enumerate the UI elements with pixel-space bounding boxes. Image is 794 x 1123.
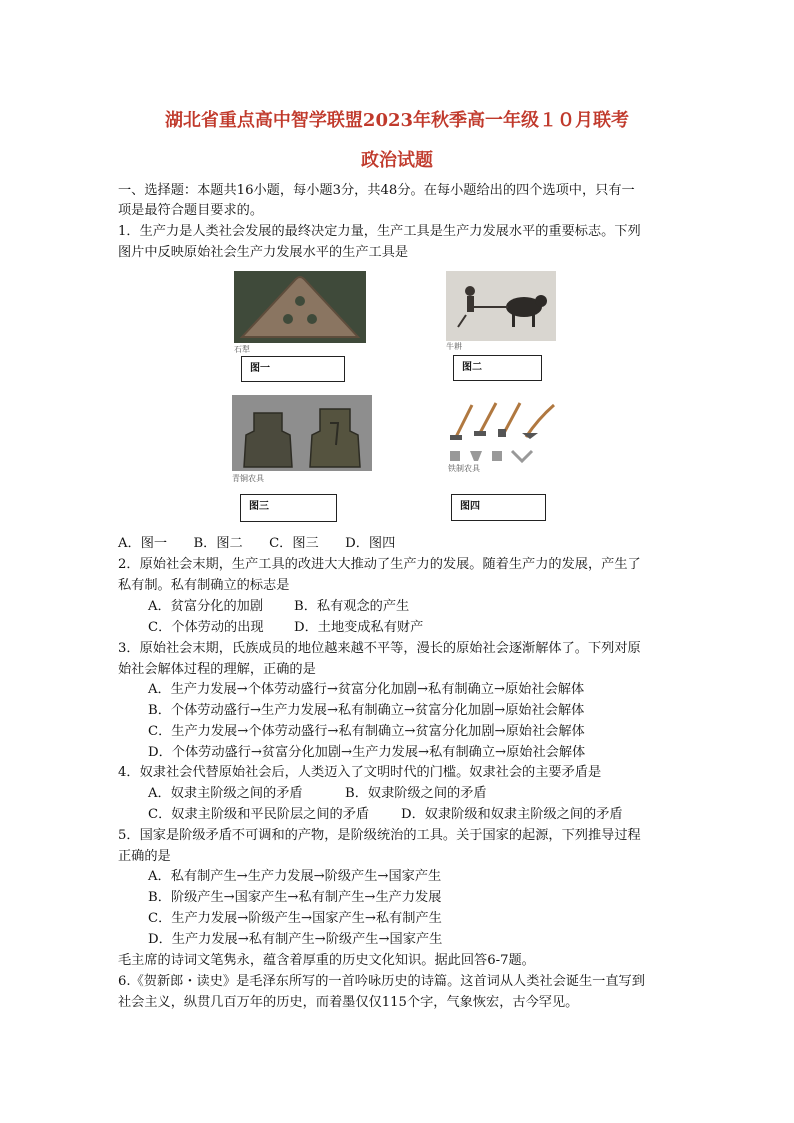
passage-intro: 毛主席的诗词文笔隽永，蕴含着厚重的历史文化知识。据此回答6-7题。 xyxy=(118,953,535,968)
q1-options: A．图一 B．图二 C．图三 D．图四 xyxy=(118,536,396,551)
q3-stem-cont: 始社会解体过程的理解，正确的是 xyxy=(118,662,316,677)
q1-stem-cont: 图片中反映原始社会生产力发展水平的生产工具是 xyxy=(118,245,409,260)
q2-stem: 2．原始社会末期，生产工具的改进大大推动了生产力的发展。随着生产力的发展，产生了 xyxy=(118,557,641,572)
q2-stem-cont: 私有制。私有制确立的标志是 xyxy=(118,578,290,593)
q5-option-d: D．生产力发展→私有制产生→阶级产生→国家产生 xyxy=(148,932,443,947)
q5-stem-cont: 正确的是 xyxy=(118,849,171,864)
q4-option-a: A．奴隶主阶级之间的矛盾 xyxy=(148,786,303,801)
iron-tools-image xyxy=(446,399,562,471)
bronze-tools-image xyxy=(232,395,372,471)
figure1-label: 图一 xyxy=(241,356,345,382)
q4-stem: 4．奴隶社会代替原始社会后，人类迈入了文明时代的门槛。奴隶社会的主要矛盾是 xyxy=(118,765,602,780)
q1-stem: 1．生产力是人类社会发展的最终决定力量，生产工具是生产力发展水平的重要标志。下列 xyxy=(118,224,641,239)
section-intro: 一、选择题：本题共16小题，每小题3分，共48分。在每小题给出的四个选项中，只有一 xyxy=(118,183,635,198)
q5-option-c: C．生产力发展→阶级产生→国家产生→私有制产生 xyxy=(148,911,442,926)
figure2-caption: 牛耕 xyxy=(446,342,462,351)
stone-plough-image xyxy=(234,271,366,343)
q3-option-c: C．生产力发展→个体劳动盛行→私有制确立→贫富分化加剧→原始社会解体 xyxy=(148,724,585,739)
q2-option-b: B．私有观念的产生 xyxy=(294,599,410,614)
q4-option-c: C．奴隶主阶级和平民阶层之间的矛盾 xyxy=(148,807,370,822)
q4-option-b: B．奴隶阶级之间的矛盾 xyxy=(345,786,487,801)
q5-option-b: B．阶级产生→国家产生→私有制产生→生产力发展 xyxy=(148,890,442,905)
ox-plough-image xyxy=(446,271,556,341)
q4-option-d: D．奴隶阶级和奴隶主阶级之间的矛盾 xyxy=(401,807,623,822)
q6-stem-cont: 社会主义，纵贯几百万年的历史，而着墨仅仅115个字，气象恢宏，古今罕见。 xyxy=(118,995,579,1010)
q3-option-b: B．个体劳动盛行→生产力发展→私有制确立→贫富分化加剧→原始社会解体 xyxy=(148,703,585,718)
figure4-caption: 铁制农具 xyxy=(448,464,480,473)
section-intro-cont: 项是最符合题目要求的。 xyxy=(118,203,264,218)
figure2-label: 图二 xyxy=(453,355,542,381)
q3-stem: 3．原始社会末期，氏族成员的地位越来越不平等，漫长的原始社会逐渐解体了。下列对原 xyxy=(118,641,641,656)
q2-option-a: A．贫富分化的加剧 xyxy=(148,599,264,614)
figure1-caption: 石犁 xyxy=(234,345,250,354)
figure3-caption: 青铜农具 xyxy=(232,474,264,483)
q5-option-a: A．私有制产生→生产力发展→阶级产生→国家产生 xyxy=(148,869,442,884)
q2-option-c: C．个体劳动的出现 xyxy=(148,620,264,635)
q2-option-d: D．土地变成私有财产 xyxy=(294,620,424,635)
q6-stem: 6.《贺新郎・读史》是毛泽东所写的一首吟咏历史的诗篇。这首词从人类社会诞生一直写到 xyxy=(118,974,645,989)
page-subtitle: 政治试题 xyxy=(361,150,433,171)
q3-option-d: D．个体劳动盛行→贫富分化加剧→生产力发展→私有制确立→原始社会解体 xyxy=(148,745,586,760)
figure3-label: 图三 xyxy=(240,494,337,522)
figure4-label: 图四 xyxy=(451,494,546,521)
q3-option-a: A．生产力发展→个体劳动盛行→贫富分化加剧→私有制确立→原始社会解体 xyxy=(148,682,585,697)
q5-stem: 5．国家是阶级矛盾不可调和的产物，是阶级统治的工具。关于国家的起源，下列推导过程 xyxy=(118,828,641,843)
page-title: 湖北省重点高中智学联盟2023年秋季高一年级１０月联考 xyxy=(164,110,630,131)
